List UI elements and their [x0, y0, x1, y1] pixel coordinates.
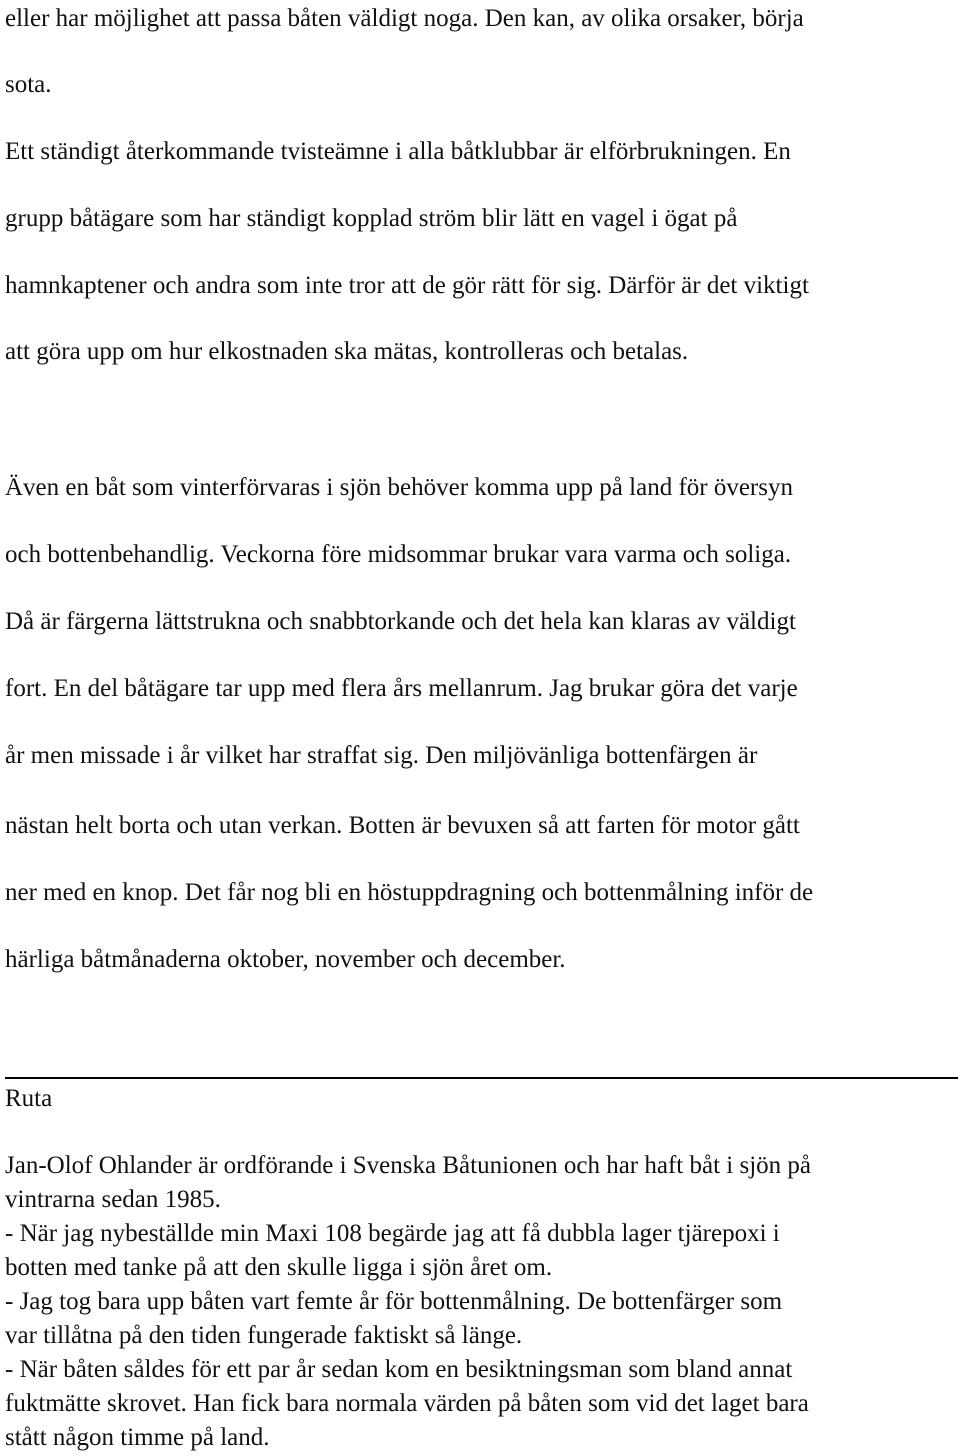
box-text-line: vintrarna sedan 1985. — [5, 1186, 221, 1213]
body-text-line: år men missade i år vilket har straffat sig. Den miljövänliga bottenfärgen är — [5, 742, 758, 769]
body-text-line: nästan helt borta och utan verkan. Botten är bevuxen så att farten för motor gått — [5, 812, 800, 839]
box-text-line: - När jag nybeställde min Maxi 108 begärde jag att få dubbla lager tjärepoxi i — [5, 1220, 780, 1247]
body-text-line: fort. En del båtägare tar upp med flera års mellanrum. Jag brukar göra det varje — [5, 675, 798, 702]
body-text-line: Även en båt som vinterförvaras i sjön behöver komma upp på land för översyn — [5, 474, 793, 501]
body-text-line: eller har möjlighet att passa båten väldigt noga. Den kan, av olika orsaker, börja — [5, 5, 804, 32]
box-text-line: stått någon timme på land. — [5, 1424, 270, 1451]
box-text-line: Jan-Olof Ohlander är ordförande i Svenska Båtunionen och har haft båt i sjön på — [5, 1152, 812, 1179]
body-text-line: och bottenbehandlig. Veckorna före midsommar brukar vara varma och soliga. — [5, 541, 792, 568]
body-text-line: ner med en knop. Det får nog bli en höstuppdragning och bottenmålning inför de — [5, 879, 814, 906]
box-text-line: fuktmätte skrovet. Han fick bara normala värden på båten som vid det laget bara — [5, 1390, 809, 1417]
body-text-line: Då är färgerna lättstrukna och snabbtorkande och det hela kan klaras av väldigt — [5, 608, 796, 635]
box-text-line: - Jag tog bara upp båten vart femte år för bottenmålning. De bottenfärger som — [5, 1288, 783, 1315]
box-divider — [5, 1077, 958, 1079]
body-text-line: sota. — [5, 71, 52, 98]
box-heading: Ruta — [5, 1085, 53, 1112]
body-text-line: härliga båtmånaderna oktober, november och december. — [5, 946, 566, 973]
body-text-line: grupp båtägare som har ständigt kopplad ström blir lätt en vagel i ögat på — [5, 205, 738, 232]
box-text-line: var tillåtna på den tiden fungerade faktiskt så länge. — [5, 1322, 523, 1349]
body-text-line: hamnkaptener och andra som inte tror att de gör rätt för sig. Därför är det viktigt — [5, 272, 809, 299]
body-text-line: att göra upp om hur elkostnaden ska mätas, kontrolleras och betalas. — [5, 338, 689, 365]
box-text-line: - När båten såldes för ett par år sedan kom en besiktningsman som bland annat — [5, 1356, 793, 1383]
box-text-line: botten med tanke på att den skulle ligga i sjön året om. — [5, 1254, 553, 1281]
body-text-line: Ett ständigt återkommande tvisteämne i alla båtklubbar är elförbrukningen. En — [5, 138, 791, 165]
